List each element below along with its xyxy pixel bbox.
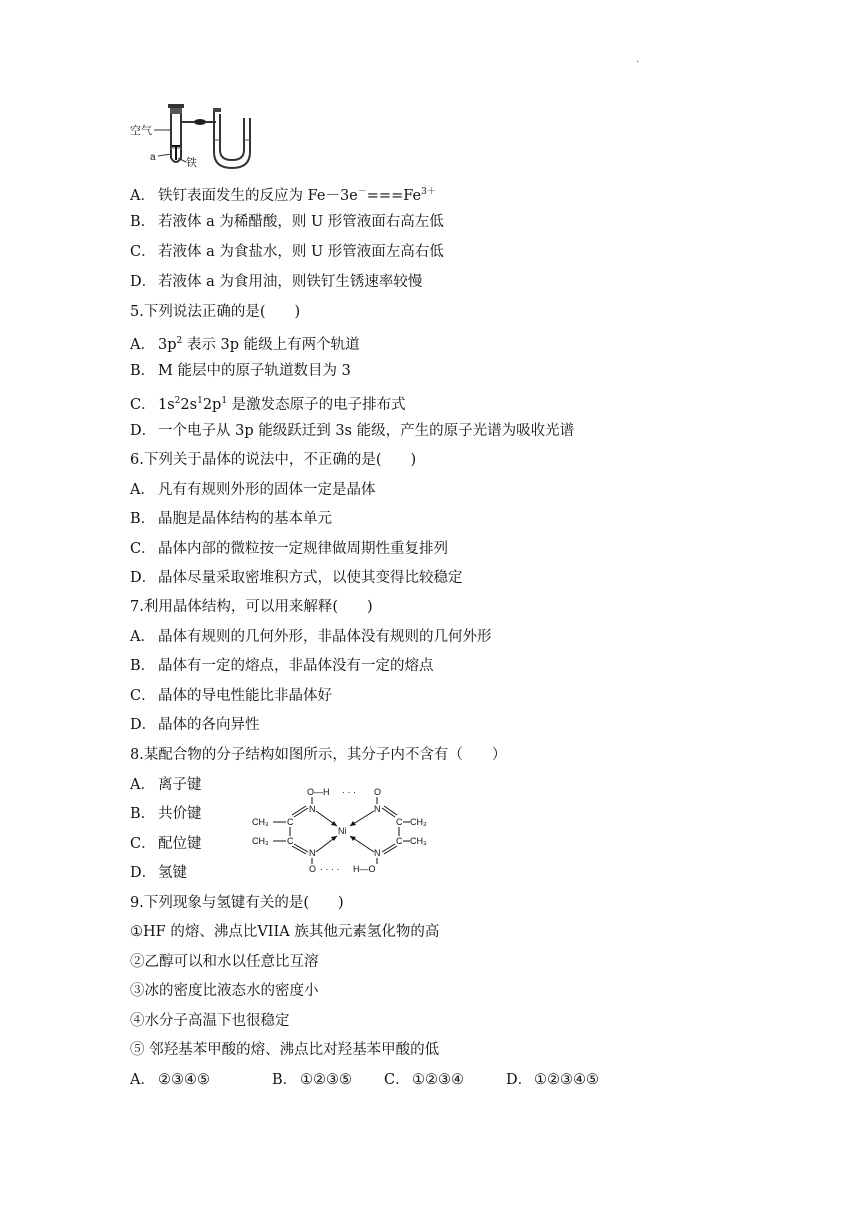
q5-a-text: 3p xyxy=(158,337,177,353)
q8-option-c xyxy=(130,834,202,854)
n-label: N xyxy=(374,804,381,814)
superscript: 1 xyxy=(221,396,228,406)
q5-c-text-post: 是激发态原子的电子排布式 xyxy=(227,397,406,413)
superscript: 1 xyxy=(197,396,203,406)
q5-option-a xyxy=(130,331,360,355)
q8-stem: 8.某配合物的分子结构如图所示，其分子内不含有（ ） xyxy=(130,747,507,763)
superscript: 2 xyxy=(174,396,181,406)
c-label: C xyxy=(287,836,294,846)
option-text: 晶体有规则的几何外形，非晶体没有规则的几何外形 xyxy=(158,629,492,645)
orbital: 2p xyxy=(202,397,222,413)
top-mark: . xyxy=(636,54,640,65)
option-letter: B． xyxy=(130,214,156,230)
nickel-complex-structure-figure xyxy=(250,784,440,876)
q9-item: ④水分子高温下也很稳定 xyxy=(130,1013,290,1029)
label-air: 空气 xyxy=(130,125,152,137)
option-text: ①②③④ xyxy=(412,1072,464,1088)
option-text: 若液体 a 为食盐水，则 U 形管液面左高右低 xyxy=(158,244,444,260)
q9-option-a xyxy=(130,1070,272,1090)
option-letter: D． xyxy=(130,274,157,290)
q8-option-a xyxy=(130,775,202,795)
option-letter: B． xyxy=(272,1072,298,1088)
c-label: C xyxy=(396,817,403,827)
option-letter: B． xyxy=(130,658,156,674)
option-text: 离子键 xyxy=(158,777,202,793)
option-letter: D． xyxy=(506,1072,533,1088)
q5-option-b xyxy=(130,361,351,381)
option-text: ①②③⑤ xyxy=(300,1072,352,1088)
option-letter: D． xyxy=(130,717,157,733)
o-label: O xyxy=(374,787,382,797)
option-text: 若液体 a 为稀醋酸，则 U 形管液面右高左低 xyxy=(158,214,444,230)
ch3-label: CH₃ xyxy=(252,817,269,827)
q6-option-a xyxy=(130,480,376,500)
q7-option-c xyxy=(130,686,332,706)
option-letter: A． xyxy=(130,777,155,793)
option-letter: B． xyxy=(130,806,156,822)
q9-option-b xyxy=(272,1070,384,1090)
n-label: N xyxy=(374,848,381,858)
sup-charge: 3＋ xyxy=(421,187,436,197)
option-letter: B． xyxy=(130,363,156,379)
n-label: N xyxy=(309,848,316,858)
svg-text:· · ·: · · · xyxy=(342,787,356,797)
option-letter: D． xyxy=(130,570,157,586)
option-text: 氢键 xyxy=(158,865,187,881)
option-text: 晶体有一定的熔点，非晶体没有一定的熔点 xyxy=(158,658,434,674)
q5-option-d xyxy=(130,421,574,441)
q6-option-d xyxy=(130,568,463,588)
option-letter: D． xyxy=(130,423,157,439)
option-letter: A． xyxy=(130,337,155,353)
q5-option-c xyxy=(130,391,406,415)
option-letter: A． xyxy=(130,629,155,645)
orbital: 2s xyxy=(180,397,198,413)
ch3-label: CH₃ xyxy=(252,836,269,846)
q4-a-text-mid: ===Fe xyxy=(366,188,422,204)
option-letter: A． xyxy=(130,188,155,204)
q9-option-c xyxy=(384,1070,506,1090)
q5-a-text-post: 表示 3p 能级上有两个轨道 xyxy=(182,337,360,353)
q9-item: ②乙醇可以和水以任意比互溶 xyxy=(130,954,319,970)
orbital: 1s xyxy=(158,397,175,413)
option-letter: A． xyxy=(130,482,155,498)
ni-label: Ni xyxy=(338,826,347,836)
label-a: a xyxy=(150,152,156,163)
q9-answer-options xyxy=(130,1070,599,1090)
c-label: C xyxy=(287,817,294,827)
option-text: M 能层中的原子轨道数目为 3 xyxy=(158,363,351,379)
label-iron: 铁 xyxy=(186,157,197,169)
option-letter: B． xyxy=(130,511,156,527)
q7-option-a xyxy=(130,627,492,647)
q9-stem: 9.下列现象与氢键有关的是( ) xyxy=(130,895,344,911)
ch3-label: CH₃ xyxy=(410,836,427,846)
option-text: 晶体尽量采取密堆积方式，以使其变得比较稳定 xyxy=(158,570,463,586)
option-text: 晶体内部的微粒按一定规律做周期性重复排列 xyxy=(158,541,448,557)
option-text: 晶体的导电性能比非晶体好 xyxy=(158,688,332,704)
q6-stem: 6.下列关于晶体的说法中，不正确的是( ) xyxy=(130,452,417,468)
oh-label: O—H xyxy=(307,787,330,797)
sup-charge: － xyxy=(357,187,367,197)
option-letter: D． xyxy=(130,865,157,881)
q6-option-c xyxy=(130,539,448,559)
q9-item: ③冰的密度比液态水的密度小 xyxy=(130,983,319,999)
c-label: C xyxy=(396,836,403,846)
q7-stem: 7.利用晶体结构，可以用来解释( ) xyxy=(130,599,373,615)
q6-option-b xyxy=(130,509,332,529)
q9-item: ⑤ 邻羟基苯甲酸的熔、沸点比对羟基苯甲酸的低 xyxy=(130,1042,440,1058)
option-text: 配位键 xyxy=(158,836,202,852)
option-text: ①②③④⑤ xyxy=(534,1072,599,1088)
superscript: 2 xyxy=(176,336,183,346)
q4-option-c xyxy=(130,242,444,262)
option-text: 共价键 xyxy=(158,806,202,822)
q8-option-b xyxy=(130,804,202,824)
option-letter: A． xyxy=(130,1072,155,1088)
q4-a-text: 铁钉表面发生的反应为 Fe－3e xyxy=(158,188,358,204)
q5-stem: 5.下列说法正确的是( ) xyxy=(130,304,301,320)
q4-option-d xyxy=(130,272,422,292)
option-text: ②③④⑤ xyxy=(158,1072,210,1088)
option-letter: C． xyxy=(130,688,156,704)
q4-option-a xyxy=(130,182,436,206)
option-text: 若液体 a 为食用油，则铁钉生锈速率较慢 xyxy=(158,274,423,290)
option-letter: C． xyxy=(130,244,156,260)
q9-item: ①HF 的熔、沸点比VIIA 族其他元素氢化物的高 xyxy=(130,924,440,940)
option-letter: C． xyxy=(130,397,156,413)
n-label: N xyxy=(309,804,316,814)
option-letter: C． xyxy=(130,836,156,852)
svg-text:· · · ·: · · · · xyxy=(320,864,340,874)
ch3-label: CH₃ xyxy=(410,817,427,827)
option-letter: C． xyxy=(384,1072,410,1088)
ho-label: H—O xyxy=(353,864,376,874)
iron-corrosion-apparatus-figure xyxy=(128,100,258,174)
q4-option-b xyxy=(130,212,444,232)
o-label: O xyxy=(309,864,317,874)
option-text: 晶胞是晶体结构的基本单元 xyxy=(158,511,332,527)
q7-option-b xyxy=(130,656,434,676)
option-text: 晶体的各向异性 xyxy=(158,717,260,733)
q7-option-d xyxy=(130,715,260,735)
q8-option-d xyxy=(130,863,187,883)
option-text: 凡有有规则外形的固体一定是晶体 xyxy=(158,482,376,498)
option-letter: C． xyxy=(130,541,156,557)
q9-option-d xyxy=(506,1070,599,1090)
option-text: 一个电子从 3p 能级跃迁到 3s 能级，产生的原子光谱为吸收光谱 xyxy=(158,423,575,439)
